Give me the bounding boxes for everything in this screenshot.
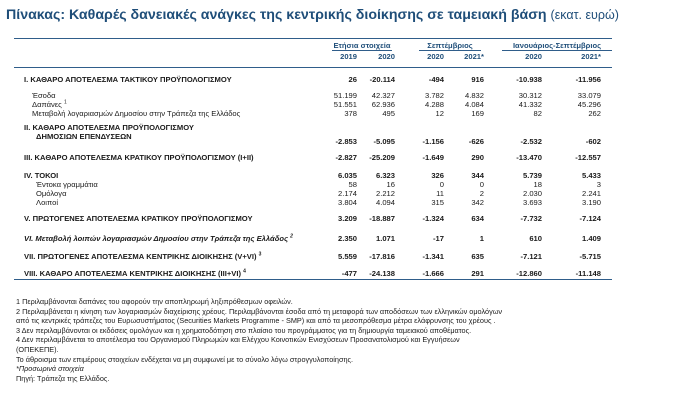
row-label: Μεταβολή λογαριασμών Δημοσίου στην Τράπεζα της Ελλάδος: [32, 109, 241, 118]
table-cell: 2.350: [337, 234, 357, 243]
table-cell: 51.199: [333, 91, 357, 100]
table-cell: -1.324: [422, 214, 444, 223]
table-cell: 290: [471, 153, 484, 162]
table-cell: -2.532: [520, 137, 542, 146]
row-label: Έσοδα: [32, 91, 56, 100]
table-cell: 58: [348, 180, 357, 189]
col-year-2019: 2019: [340, 52, 357, 61]
table-cell: -5.095: [373, 137, 395, 146]
table-cell: 378: [344, 109, 357, 118]
table-cell: 4.832: [464, 91, 484, 100]
col-year-jansep-2020: 2020: [525, 52, 542, 61]
row-label-continued: ΔΗΜΟΣΙΩΝ ΕΠΕΝΔΥΣΕΩΝ: [36, 132, 132, 141]
table-title-unit: (εκατ. ευρώ): [550, 8, 619, 22]
table-cell: 3.782: [424, 91, 444, 100]
footnote: 4 Δεν περιλαμβάνεται το αποτέλεσμα του Οργανισμού Πληρωμών και Ελέγχου Κοινοτικών Ενισχύσεων Προσανατολισμού και Εγγυήσεων: [16, 335, 460, 345]
table-cell: 11: [436, 189, 444, 198]
table-cell: 315: [431, 198, 444, 207]
table-cell: 26: [348, 75, 357, 84]
table-cell: 495: [382, 109, 395, 118]
table-cell: 4.288: [424, 100, 444, 109]
table-cell: 1.409: [581, 234, 601, 243]
table-cell: -11.956: [575, 75, 601, 84]
row-label: Ομόλογα: [36, 189, 67, 198]
footnote: (ΟΠΕΚΕΠΕ).: [16, 344, 59, 354]
row-label: Δαπάνες $^1$: [32, 99, 67, 109]
table-cell: -1.649: [422, 153, 444, 162]
table-cell: 916: [471, 75, 484, 84]
table-cell: 6.323: [375, 171, 395, 180]
table-cell: 0: [439, 180, 444, 189]
table-cell: -1.666: [422, 269, 444, 278]
table-cell: 3.190: [581, 198, 601, 207]
row-label: II. ΚΑΘΑΡΟ ΑΠΟΤΕΛΕΣΜΑ ΠΡΟΫΠΟΛΟΓΙΣΜΟΥ: [24, 123, 194, 132]
table-cell: -17.816: [369, 252, 395, 261]
table-cell: 41.332: [518, 100, 542, 109]
table-cell: 62.936: [371, 100, 395, 109]
col-group-annual: Ετήσια στοιχεία: [333, 41, 391, 50]
col-year-2020: 2020: [378, 52, 395, 61]
table-cell: -1.341: [422, 252, 444, 261]
table-title: [6, 7, 696, 23]
row-label: VIII. ΚΑΘΑΡΟ ΑΠΟΤΕΛΕΣΜΑ ΚΕΝΤΡΙΚΗΣ ΔΙΟΙΚΗΣΗΣ (III+VI) $^4$: [24, 268, 246, 278]
table-cell: 610: [529, 234, 542, 243]
table-cell: -2.853: [335, 137, 357, 146]
table-cell: -20.114: [369, 75, 395, 84]
table-cell: -494: [428, 75, 444, 84]
table-cell: 1: [479, 234, 484, 243]
table-cell: 291: [471, 269, 484, 278]
table-cell: -24.138: [369, 269, 395, 278]
table-cell: -12.557: [575, 153, 601, 162]
col-group-september: Σεπτέμβριος: [419, 41, 481, 51]
col-year-sep-2020: 2020: [427, 52, 444, 61]
table-cell: 6.035: [337, 171, 357, 180]
table-cell: 3: [596, 180, 601, 189]
table-cell: -7.732: [520, 214, 542, 223]
table-cell: -7.121: [520, 252, 542, 261]
table-cell: 33.079: [577, 91, 601, 100]
table-cell: 2: [479, 189, 484, 198]
table-cell: -2.827: [335, 153, 357, 162]
source-note: Πηγή: Τράπεζα της Ελλάδος.: [16, 373, 110, 383]
table-cell: 16: [386, 180, 395, 189]
table-cell: -626: [468, 137, 484, 146]
row-label: IV. ΤΟΚΟΙ: [24, 171, 59, 180]
table-cell: 4.094: [375, 198, 395, 207]
table-cell: -13.470: [516, 153, 542, 162]
table-cell: 30.312: [518, 91, 542, 100]
table-cell: -12.860: [516, 269, 542, 278]
table-cell: 5.559: [337, 252, 357, 261]
table-cell: 1.071: [375, 234, 395, 243]
table-cell: 634: [471, 214, 484, 223]
table-cell: -1.156: [422, 137, 444, 146]
footnote: *Προσωρινά στοιχεία: [16, 364, 84, 374]
table-cell: 5.739: [522, 171, 542, 180]
table-top-rule: [14, 38, 612, 39]
budget-table: [14, 38, 612, 280]
table-cell: 45.296: [577, 100, 601, 109]
col-group-jan-sep: Ιανουάριος-Σεπτέμβριος: [502, 41, 612, 51]
table-cell: 82: [533, 109, 542, 118]
table-cell: 326: [431, 171, 444, 180]
table-cell: 344: [471, 171, 484, 180]
table-cell: 0: [479, 180, 484, 189]
row-label: Έντοκα γραμμάτια: [36, 180, 98, 189]
table-cell: 169: [471, 109, 484, 118]
table-cell: 3.693: [522, 198, 542, 207]
row-label: Λοιποί: [36, 198, 59, 207]
table-cell: 42.327: [371, 91, 395, 100]
table-header-rule: [14, 67, 612, 68]
footnote: 3 Δεν περιλαμβάνονται οι εκδόσεις ομολόγων και η χρηματοδότηση στο πλαίσιο του προγράμματος για τη δημιουργία ταμειακού αποθέματος.: [16, 325, 472, 335]
table-cell: 635: [471, 252, 484, 261]
row-label: I. ΚΑΘΑΡΟ ΑΠΟΤΕΛΕΣΜΑ ΤΑΚΤΙΚΟΥ ΠΡΟΫΠΟΛΟΓΙΣΜΟΥ: [24, 75, 232, 84]
table-cell: -477: [341, 269, 357, 278]
table-cell: 342: [471, 198, 484, 207]
col-year-sep-2021: 2021*: [464, 52, 484, 61]
table-cell: -5.715: [579, 252, 601, 261]
table-bottom-rule: [14, 279, 612, 280]
table-cell: 12: [435, 109, 444, 118]
footnote: Το άθροισμα των επιμέρους στοιχείων ενδέχεται να μη συμφωνεί με το σύνολο λόγω στρογγυλοποίησης.: [16, 354, 354, 364]
row-label: V. ΠΡΩΤΟΓΕΝΕΣ ΑΠΟΤΕΛΕΣΜΑ ΚΡΑΤΙΚΟΥ ΠΡΟΫΠΟΛΟΓΙΣΜΟΥ: [24, 214, 253, 223]
table-cell: 262: [588, 109, 601, 118]
table-cell: 4.084: [464, 100, 484, 109]
footnotes: [16, 297, 686, 383]
table-cell: 2.212: [375, 189, 395, 198]
table-cell: 2.241: [581, 189, 601, 198]
table-title-text: Πίνακας: Καθαρές δανειακές ανάγκες της κεντρικής διοίκησης σε ταμειακή βάση: [6, 7, 547, 23]
row-label: III. ΚΑΘΑΡΟ ΑΠΟΤΕΛΕΣΜΑ ΚΡΑΤΙΚΟΥ ΠΡΟΫΠΟΛΟΓΙΣΜΟΥ (I+II): [24, 153, 254, 162]
table-cell: -11.148: [575, 269, 601, 278]
table-cell: -7.124: [579, 214, 601, 223]
table-cell: -25.209: [369, 153, 395, 162]
table-cell: -602: [585, 137, 601, 146]
row-label: VII. ΠΡΩΤΟΓΕΝΕΣ ΑΠΟΤΕΛΕΣΜΑ ΚΕΝΤΡΙΚΗΣ ΔΙΟΙΚΗΣΗΣ (V+VI) $^3$: [24, 251, 262, 261]
table-cell: -10.938: [516, 75, 542, 84]
footnote: από τις κεντρικές τράπεζες του Ευρωσυστήματος (Securities Markets Programme - SMP) και από τα μεσοπρόθεσμα μέτρα ελάφρυνσης του χρέους .: [16, 316, 496, 326]
footnote: 1 Περιλαμβάνονται δαπάνες του αφορούν την αποπληρωμή ληξιπρόθεσμων οφειλών.: [16, 297, 293, 306]
table-cell: 2.030: [522, 189, 542, 198]
table-cell: 51.551: [333, 100, 357, 109]
table-cell: -17: [433, 234, 444, 243]
table-cell: 5.433: [581, 171, 601, 180]
row-label: VI. Μεταβολή λοιπών λογαριασμών Δημοσίου στην Τράπεζα της Ελλάδος $^2$: [24, 233, 293, 243]
table-cell: 3.209: [337, 214, 357, 223]
footnote: 2 Περιλαμβάνεται η κίνηση των λογαριασμών διαχείρισης χρέους. Περιλαμβάνονται έσοδα από τη μεταφορά των αποδόσεων των ελληνικών ομολόγων: [16, 306, 503, 316]
table-cell: 18: [533, 180, 542, 189]
table-cell: 2.174: [337, 189, 357, 198]
table-cell: -18.887: [369, 214, 395, 223]
col-year-jansep-2021: 2021*: [581, 52, 601, 61]
table-cell: 3.804: [337, 198, 357, 207]
